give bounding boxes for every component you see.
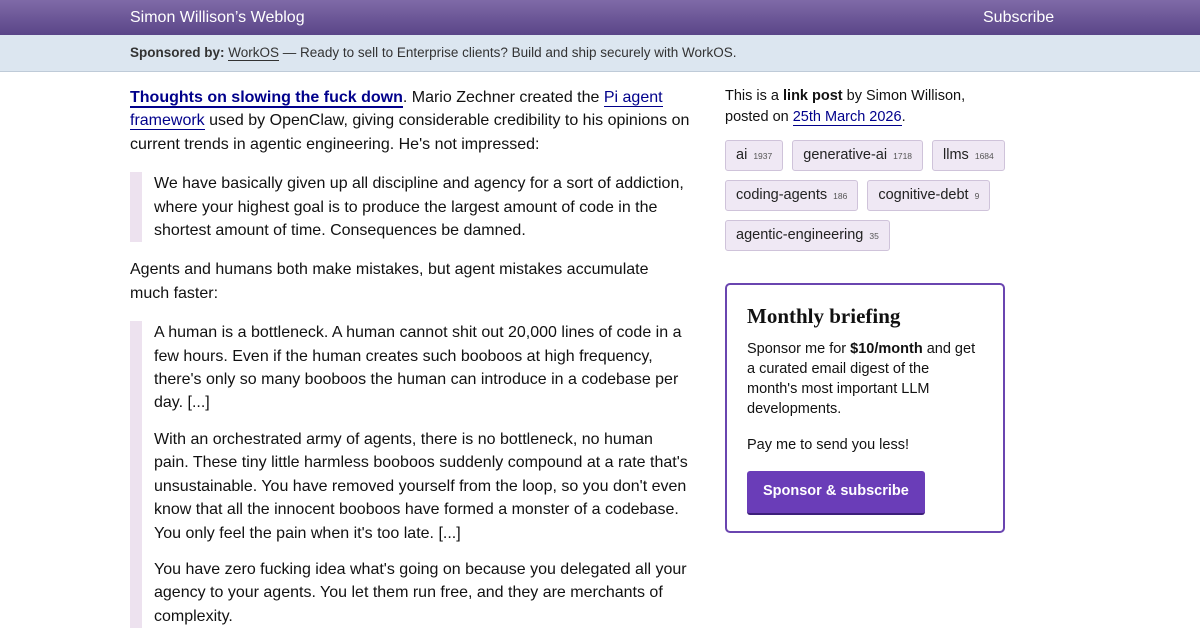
monthly-briefing-box	[725, 283, 1005, 533]
briefing-text	[747, 339, 983, 419]
sponsor-subscribe-button[interactable]: Sponsor & subscribe	[747, 471, 925, 515]
sponsor-link[interactable]: WorkOS	[228, 45, 280, 60]
sponsor-label: Sponsored by:	[130, 45, 225, 60]
meta-end: .	[901, 109, 906, 125]
blockquote	[130, 321, 692, 628]
tag-name: llms	[943, 147, 969, 163]
tag-count: 186	[833, 191, 848, 201]
briefing-title: Monthly briefing	[747, 304, 901, 328]
sidebar	[725, 86, 1005, 533]
tag-count: 1718	[893, 151, 913, 161]
tag-agentic-engineering[interactable]	[725, 220, 890, 251]
tag-ai[interactable]	[725, 140, 783, 171]
tag-name: agentic-engineering	[736, 227, 864, 243]
meta-prefix: This is a	[725, 88, 784, 104]
quote-paragraph: You have zero fucking idea what's going on because you delegated all your agency to your agents. You let them run free, and they are merchants of complexity.	[154, 560, 687, 625]
intro-text: . Mario Zechner created the	[402, 89, 604, 106]
pi-agent-link[interactable]: Pi agent framework	[130, 89, 663, 130]
tag-count: 35	[869, 231, 879, 241]
post-meta	[725, 86, 1005, 128]
post-paragraph: Agents and humans both make mistakes, but agent mistakes accumulate much faster:	[130, 261, 649, 302]
post-date-link[interactable]: 25th March 2026	[792, 109, 902, 125]
tag-name: ai	[736, 147, 748, 163]
blockquote	[130, 172, 692, 242]
tag-name: coding-agents	[736, 187, 828, 203]
tag-generative-ai[interactable]	[792, 140, 923, 171]
sponsor-banner	[0, 35, 1200, 72]
site-title-link[interactable]: Simon Willison’s Weblog	[130, 9, 305, 26]
briefing-text-prefix: Sponsor me for	[747, 341, 851, 357]
meta-author: by Simon Willison, posted on	[725, 88, 966, 125]
post-content	[130, 86, 692, 630]
tag-count: 1684	[974, 151, 994, 161]
tag-name: generative-ai	[803, 147, 888, 163]
post-intro	[130, 86, 692, 156]
briefing-price: $10/month	[850, 341, 923, 357]
tag-name: cognitive-debt	[878, 187, 969, 203]
post-title-link[interactable]: Thoughts on slowing the fuck down	[130, 89, 403, 106]
tag-count: 1937	[753, 151, 773, 161]
meta-post-type: link post	[783, 88, 843, 104]
briefing-tagline: Pay me to send you less!	[747, 437, 909, 453]
quote-paragraph: A human is a bottleneck. A human cannot shit out 20,000 lines of code in a few hours. Even if the human creates such booboos at high frequency, there's only so many booboos the human can introduce in a codebase per day. [...]	[154, 324, 682, 412]
tag-coding-agents[interactable]	[725, 180, 858, 211]
quote-paragraph: With an orchestrated army of agents, there is no bottleneck, no human pain. These tiny little harmless booboos suddenly compound at a rate that's unsustainable. You have removed yourself from the loop, so you don't even know that all the innocent booboos have formed a monster of a codebase. You only feel the pain when it's too late. [...]	[154, 430, 688, 542]
site-header	[0, 0, 1200, 35]
tag-llms[interactable]	[932, 140, 1005, 171]
subscribe-link[interactable]: Subscribe	[983, 9, 1055, 26]
quote-paragraph: We have basically given up all discipline and agency for a sort of addiction, where your highest goal is to produce the largest amount of code in the shortest amount of time. Consequences be damned.	[154, 175, 684, 240]
sponsor-message: — Ready to sell to Enterprise clients? Build and ship securely with WorkOS.	[279, 45, 737, 60]
intro-rest-text: used by OpenClaw, giving considerable credibility to his opinions on current trends in agentic engineering. He's not impressed:	[130, 112, 690, 153]
tag-list	[725, 140, 1010, 251]
tag-cognitive-debt[interactable]	[867, 180, 990, 211]
briefing-text-suffix: and get a curated email digest of the month's most important LLM developments.	[747, 341, 976, 417]
tag-count: 9	[974, 191, 980, 201]
